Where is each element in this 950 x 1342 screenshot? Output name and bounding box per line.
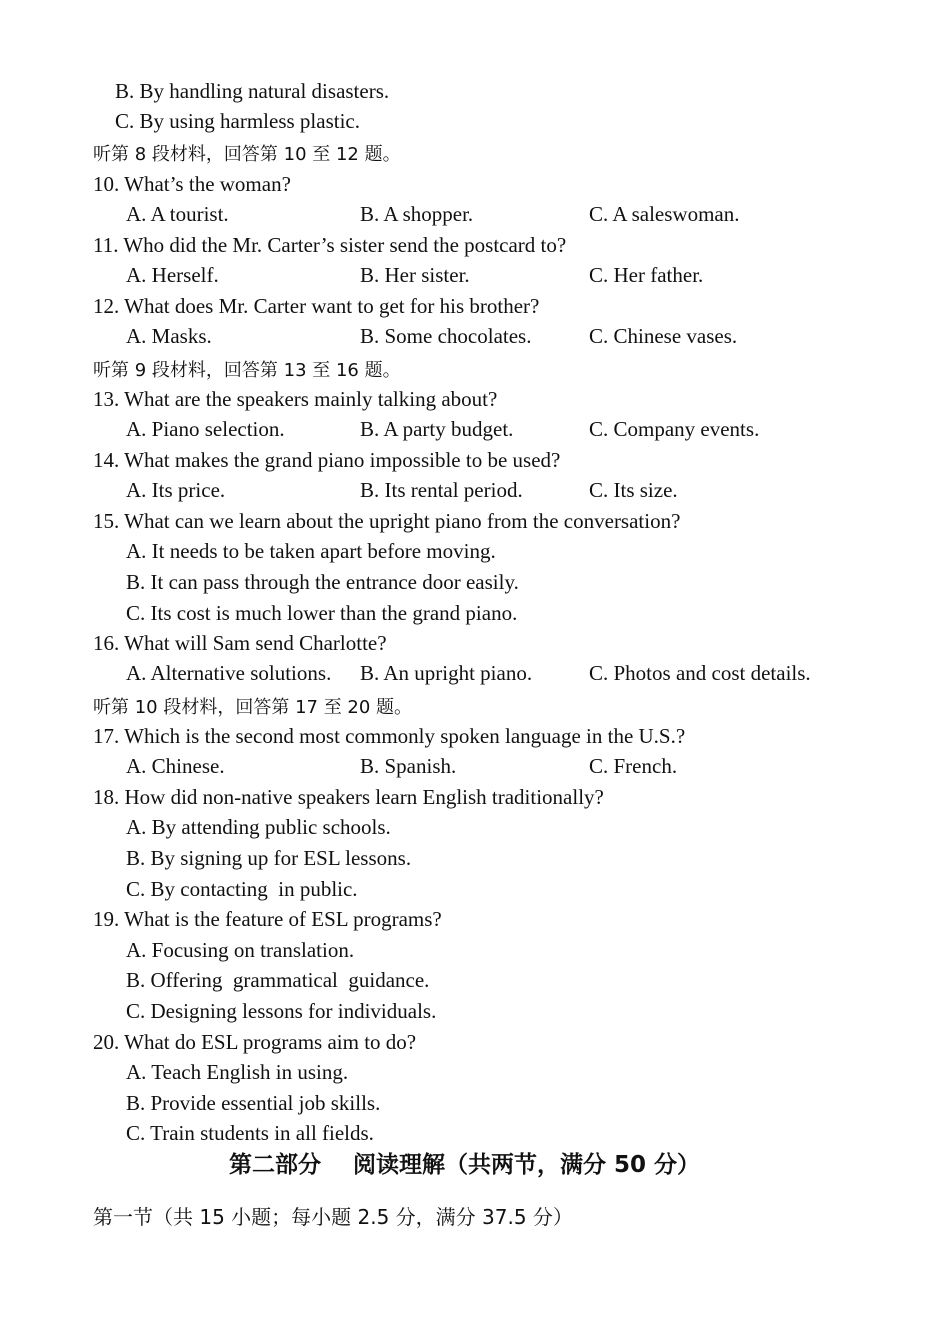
q20-option-a: A. Teach English in using. [126,1060,349,1084]
question-12: 12. What does Mr. Carter want to get for his brother? [93,294,540,318]
option-c: C. By using harmless plastic. [115,109,360,133]
q20-option-b: B. Provide essential job skills. [126,1091,381,1115]
section-10-instruction: 听第 10 段材料，回答第 17 至 20 题。 [93,697,413,718]
q16-option-a: A. Alternative solutions. [126,661,332,685]
q14-option-a: A. Its price. [126,478,226,502]
question-17: 17. Which is the second most commonly spoken language in the U.S.? [93,724,686,748]
part-two-heading: 第二部分 阅读理解（共两节，满分 50 分） [229,1152,701,1178]
q19-option-c: C. Designing lessons for individuals. [126,999,437,1023]
q15-option-c: C. Its cost is much lower than the grand piano. [126,601,518,625]
q19-option-a: A. Focusing on translation. [126,938,355,962]
q11-option-a: A. Herself. [126,263,219,287]
q13-option-a: A. Piano selection. [126,417,285,441]
question-20: 20. What do ESL programs aim to do? [93,1030,417,1054]
question-10: 10. What’s the woman? [93,172,291,196]
q10-option-b: B. A shopper. [360,202,474,226]
question-18: 18. How did non-native speakers learn English traditionally? [93,785,604,809]
q15-option-b: B. It can pass through the entrance door easily. [126,570,519,594]
section-one-heading: 第一节（共 15 小题；每小题 2.5 分，满分 37.5 分） [93,1205,573,1229]
q12-option-a: A. Masks. [126,324,212,348]
q11-option-c: C. Her father. [589,263,704,287]
question-11: 11. Who did the Mr. Carter’s sister send the postcard to? [93,233,567,257]
q12-option-c: C. Chinese vases. [589,324,738,348]
question-13: 13. What are the speakers mainly talking about? [93,387,498,411]
q20-option-c: C. Train students in all fields. [126,1121,374,1145]
q15-option-a: A. It needs to be taken apart before moving. [126,539,496,563]
section-9-instruction: 听第 9 段材料，回答第 13 至 16 题。 [93,360,401,381]
question-16: 16. What will Sam send Charlotte? [93,631,387,655]
question-15: 15. What can we learn about the upright piano from the conversation? [93,509,681,533]
q16-option-b: B. An upright piano. [360,661,533,685]
q18-option-b: B. By signing up for ESL lessons. [126,846,412,870]
q13-option-b: B. A party budget. [360,417,514,441]
q17-option-a: A. Chinese. [126,754,225,778]
question-19: 19. What is the feature of ESL programs? [93,907,442,931]
option-b: B. By handling natural disasters. [115,79,390,103]
q11-option-b: B. Her sister. [360,263,470,287]
q10-option-c: C. A saleswoman. [589,202,740,226]
q13-option-c: C. Company events. [589,417,760,441]
q12-option-b: B. Some chocolates. [360,324,532,348]
question-14: 14. What makes the grand piano impossible to be used? [93,448,561,472]
q17-option-c: C. French. [589,754,678,778]
q18-option-c: C. By contacting in public. [126,877,358,901]
section-8-instruction: 听第 8 段材料，回答第 10 至 12 题。 [93,144,401,165]
q19-option-b: B. Offering grammatical guidance. [126,968,430,992]
q18-option-a: A. By attending public schools. [126,815,391,839]
q14-option-c: C. Its size. [589,478,678,502]
q16-option-c: C. Photos and cost details. [589,661,811,685]
q17-option-b: B. Spanish. [360,754,457,778]
q14-option-b: B. Its rental period. [360,478,523,502]
q10-option-a: A. A tourist. [126,202,229,226]
